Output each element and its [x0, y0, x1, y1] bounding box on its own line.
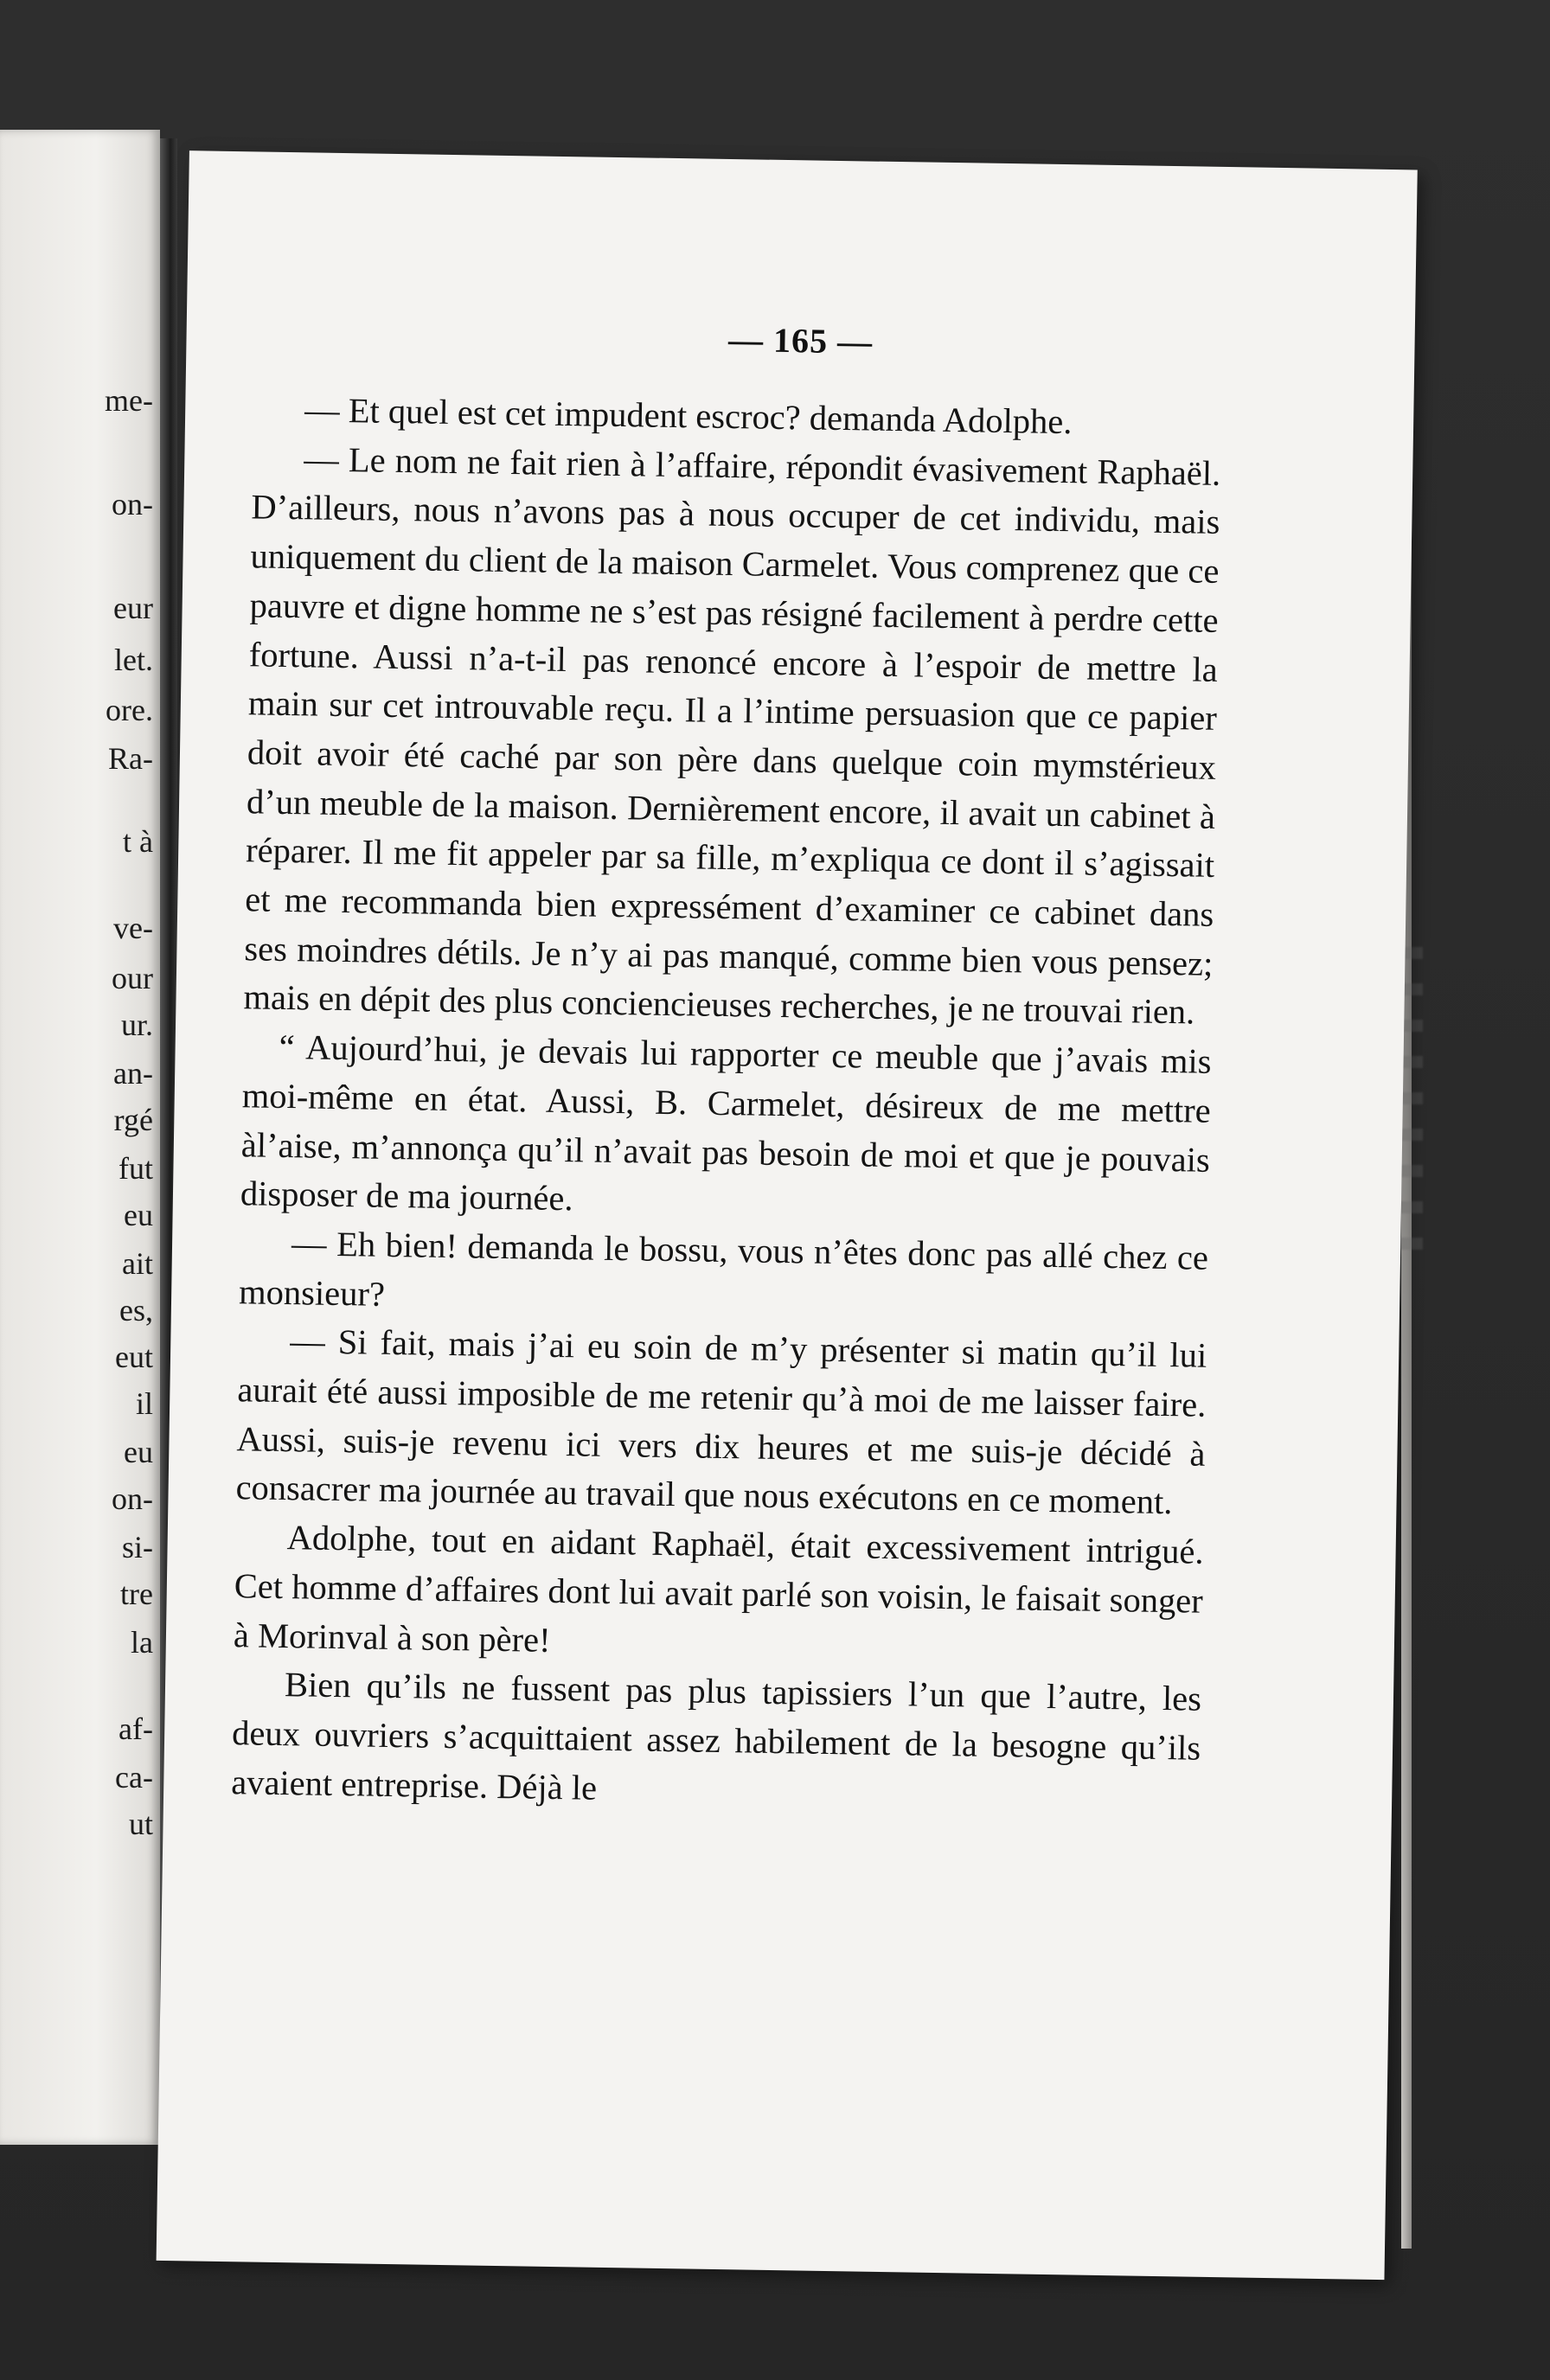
left-fragment: eut — [115, 1340, 153, 1374]
left-fragment: ca- — [115, 1760, 153, 1795]
right-page — [157, 150, 1418, 2280]
left-fragment: si- — [122, 1530, 153, 1564]
paragraph: Bien qu’ils ne fussent pas plus tapissiers l’un que l’autre, les deux ouvriers s’acquittaient assez habilement de la besogne qu’ils avaient entreprise. Déjà le — [230, 1665, 1202, 1807]
paragraph: “ Aujourd’hui, je devais lui rapporter ce meuble que j’avais mis moi-même en état. Aussi, B. Carmelet, désireux de me mettre àl’aise, m’annonça qu’il n’avait pas besoin de moi et que je pouvais disposer de ma journée. — [240, 1027, 1212, 1219]
left-fragment: eu — [124, 1198, 153, 1232]
left-fragment: Ra- — [108, 741, 153, 776]
left-page — [0, 130, 160, 2145]
left-fragment: let. — [114, 643, 153, 677]
left-fragment: ore. — [106, 693, 153, 727]
left-fragment: fut — [118, 1151, 153, 1186]
left-fragment: tre — [120, 1577, 153, 1611]
paragraph: — Eh bien! demanda le bossu, vous n’êtes donc pas allé chez ce monsieur? — [238, 1224, 1209, 1314]
left-fragment: an- — [113, 1056, 153, 1091]
left-fragment: la — [131, 1625, 153, 1660]
left-fragment: rgé — [113, 1103, 153, 1137]
paragraph: — Si fait, mais j’ai eu soin de m’y présenter si matin qu’il lui aurait été aussi imposible de me retenir qu’à moi de me laisser faire. Aussi, suis-je revenu ici vers dix heures et me suis-je décidé à consacrer ma journée au travail que nous exécutons en ce moment. — [235, 1321, 1207, 1522]
paragraph: Adolphe, tout en aidant Raphaël, était excessivement intrigué. Cet homme d’affaires dont lui avait parlé son voisin, le faisait songer à Morinval à son père! — [233, 1518, 1204, 1660]
left-fragment: me- — [105, 383, 153, 418]
left-fragment: our — [112, 961, 153, 995]
page-number: — 165 — — [727, 319, 874, 361]
paragraph: — Le nom ne fait rien à l’affaire, répondit évasivement Raphaël. D’ailleurs, nous n’avons pas à nous occuper de cet individu, mais uniquement du client de la maison Carmelet. Vous comprenez que ce pauvre et digne homme ne s’est pas résigné facilement à perdre cette fortune. Aussi n’a-t-il pas renoncé encore à l’espoir de mettre la main sur cet introuvable reçu. Il a l’intime persuasion que ce papier doit avoir été caché par son père dans quelque coin mymstérieux d’un meuble de la maison. Dernièrement encore, il avait un cabinet à réparer. Il me fit appeler par sa fille, m’expliqua ce dont il s’agissait et me recommanda bien expressément d’examiner ce cabinet dans ses moindres détils. Je n’y ai pas manqué, comme bien vous pensez; mais en dépit des plus conciencieuses recherches, je ne trouvai rien. — [243, 438, 1221, 1032]
left-fragment: af- — [118, 1711, 153, 1746]
left-fragment: t à — [123, 824, 153, 859]
left-fragment: es, — [119, 1293, 153, 1328]
left-fragment: ut — [128, 1807, 153, 1841]
left-fragment: il — [135, 1386, 153, 1421]
left-fragment: eu — [124, 1435, 153, 1469]
left-fragment: ve- — [113, 911, 153, 945]
left-fragment: ait — [122, 1246, 153, 1281]
left-fragment: eur — [113, 591, 153, 625]
left-fragment: on- — [112, 487, 153, 521]
left-fragment: on- — [112, 1481, 153, 1516]
paragraph: — Et quel est cet impudent escroc? demanda Adolphe. — [304, 390, 1073, 442]
page-body — [231, 385, 1222, 1822]
left-fragment: ur. — [120, 1008, 153, 1042]
